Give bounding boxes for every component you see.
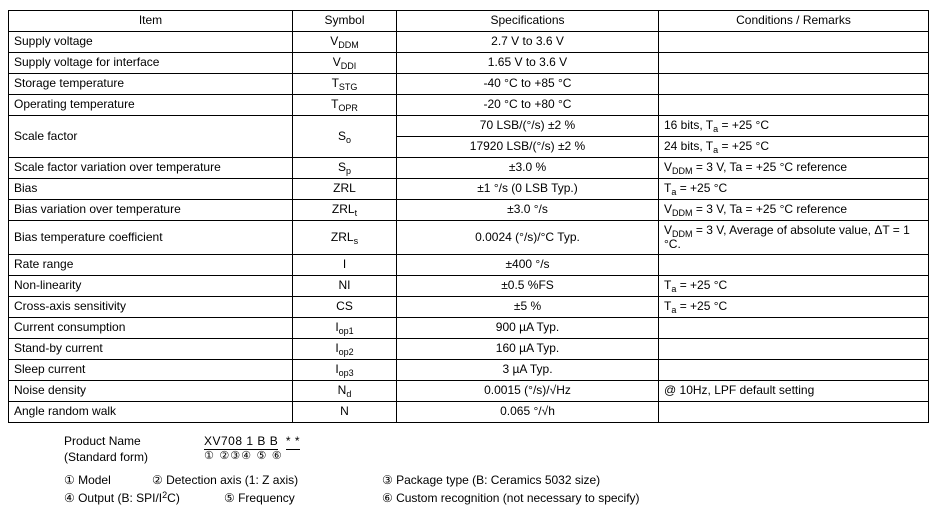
cell-spec: 0.0015 (°/s)/√Hz	[397, 381, 659, 402]
cond-subscript: DDM	[672, 208, 693, 219]
legend-item-package-type: ③ Package type (B: Ceramics 5032 size)	[382, 473, 601, 488]
symbol-base: ZRL	[331, 202, 355, 217]
symbol-base: I	[335, 341, 339, 356]
table-row	[9, 32, 929, 53]
cell-cond	[659, 179, 929, 200]
legend-item-output: ④ Output (B: SPI/$I^2C$)	[64, 490, 180, 506]
cell-spec: ±400 °/s	[397, 255, 659, 276]
table-header-row	[9, 11, 929, 32]
table-row	[9, 276, 929, 297]
cell-symbol	[293, 339, 397, 360]
table-row	[9, 74, 929, 95]
symbol-subscript: p	[346, 166, 352, 177]
cond-subscript: a	[713, 124, 719, 135]
cell-item: Scale factor	[9, 116, 293, 158]
cell-item: Current consumption	[9, 318, 293, 339]
cond-subscript: DDM	[672, 228, 693, 239]
cell-item: Bias variation over temperature	[9, 200, 293, 221]
table-row	[9, 221, 929, 255]
symbol-subscript: d	[346, 389, 352, 400]
cond-pre: 16 bits, T	[664, 118, 714, 133]
symbol-subscript: op3	[338, 368, 354, 379]
cell-symbol	[293, 53, 397, 74]
cell-symbol	[293, 200, 397, 221]
cell-spec: 17920 LSB/(°/s) ±2 %	[397, 137, 659, 158]
table-row	[9, 318, 929, 339]
cell-spec: -40 °C to +85 °C	[397, 74, 659, 95]
legend-row	[64, 471, 928, 489]
cell-symbol	[293, 381, 397, 402]
symbol-subscript: t	[354, 208, 358, 219]
column-header-item: Item	[9, 11, 293, 32]
table-row	[9, 53, 929, 74]
cond-subscript: DDM	[672, 166, 693, 177]
cond-subscript: a	[671, 187, 677, 198]
table-row	[9, 339, 929, 360]
product-code-extra: * *	[285, 434, 301, 448]
cell-symbol	[293, 360, 397, 381]
symbol-subscript: STG	[338, 82, 358, 93]
cell-item: Storage temperature	[9, 74, 293, 95]
cond-subscript: a	[713, 145, 719, 156]
symbol-subscript: DDM	[338, 40, 359, 51]
symbol-base: N	[340, 404, 349, 419]
cell-symbol	[293, 158, 397, 179]
cond-pre: T	[664, 299, 672, 314]
table-row	[9, 402, 929, 423]
column-header-symbol: Symbol	[293, 11, 397, 32]
cond-post: = +25 °C	[718, 118, 769, 133]
cell-spec: 3 µA Typ.	[397, 360, 659, 381]
symbol-base: ZRL	[330, 229, 354, 244]
product-code	[204, 433, 300, 449]
cond-post: = 3 V, Ta = +25 °C reference	[692, 202, 848, 217]
cell-spec: ±0.5 %FS	[397, 276, 659, 297]
symbol-base: S	[337, 128, 346, 143]
cell-item: Supply voltage for interface	[9, 53, 293, 74]
cell-spec: 900 µA Typ.	[397, 318, 659, 339]
cell-symbol	[293, 32, 397, 53]
symbol-base: I	[335, 362, 339, 377]
symbol-base: I	[335, 320, 339, 335]
legend-item-model: ① Model	[64, 473, 111, 488]
cell-item: Stand-by current	[9, 339, 293, 360]
table-row	[9, 95, 929, 116]
cell-spec: 0.0024 (°/s)/°C Typ.	[397, 221, 659, 255]
symbol-base: T	[331, 76, 339, 91]
symbol-base: T	[331, 97, 339, 112]
cell-cond	[659, 158, 929, 179]
cell-symbol	[293, 221, 397, 255]
legend-item-custom-recognition: ⑥ Custom recognition (not necessary to specify)	[382, 491, 640, 506]
legend-row	[64, 489, 928, 507]
cell-cond	[659, 116, 929, 137]
cell-spec: ±1 °/s (0 LSB Typ.)	[397, 179, 659, 200]
symbol-subscript: op2	[338, 347, 354, 358]
cell-spec: 2.7 V to 3.6 V	[397, 32, 659, 53]
cell-cond	[659, 74, 929, 95]
cond-pre: V	[664, 160, 673, 175]
cell-spec: 70 LSB/(°/s) ±2 %	[397, 116, 659, 137]
cond-subscript: a	[671, 284, 677, 295]
cell-cond	[659, 318, 929, 339]
table-row	[9, 381, 929, 402]
cell-item: Angle random walk	[9, 402, 293, 423]
cell-cond	[659, 402, 929, 423]
table-header	[9, 11, 929, 32]
table-row	[9, 158, 929, 179]
legend-item-detection-axis: ② Detection axis (1: Z axis)	[152, 473, 299, 488]
cell-symbol	[293, 297, 397, 318]
cell-cond	[659, 297, 929, 318]
product-code-underlined: XV708 1 B B	[204, 434, 279, 448]
cell-spec: -20 °C to +80 °C	[397, 95, 659, 116]
symbol-base: CS	[336, 299, 353, 314]
table-row	[9, 179, 929, 200]
cond-subscript: a	[671, 305, 677, 316]
cell-symbol	[293, 276, 397, 297]
cell-symbol	[293, 179, 397, 200]
product-form-label: (Standard form)	[64, 450, 149, 465]
cell-item: Supply voltage	[9, 32, 293, 53]
cell-cond	[659, 53, 929, 74]
cell-item: Bias	[9, 179, 293, 200]
symbol-base: V	[330, 34, 339, 49]
cell-item: Operating temperature	[9, 95, 293, 116]
table-row	[9, 297, 929, 318]
table-row	[9, 255, 929, 276]
cell-cond	[659, 339, 929, 360]
cond-pre: 24 bits, T	[664, 139, 714, 154]
cell-cond	[659, 137, 929, 158]
symbol-subscript: s	[353, 235, 359, 246]
cell-item: Noise density	[9, 381, 293, 402]
cond-post: = 3 V, Ta = +25 °C reference	[692, 160, 848, 175]
symbol-subscript: o	[346, 134, 352, 145]
symbol-subscript: OPR	[338, 103, 358, 114]
cond-post: = +25 °C	[676, 299, 728, 314]
symbol-base: N	[337, 383, 347, 398]
cell-item: Rate range	[9, 255, 293, 276]
cell-spec: 1.65 V to 3.6 V	[397, 53, 659, 74]
table-row	[9, 200, 929, 221]
cell-spec: 160 µA Typ.	[397, 339, 659, 360]
symbol-subscript: DDI	[340, 61, 357, 72]
table-row	[9, 116, 929, 137]
product-name-line	[64, 433, 928, 449]
cell-spec: 0.065 °/√h	[397, 402, 659, 423]
column-header-conditions: Conditions / Remarks	[659, 11, 929, 32]
cond-post: = +25 °C	[718, 139, 769, 154]
table-body	[9, 32, 929, 423]
cell-symbol	[293, 95, 397, 116]
cell-item: Non-linearity	[9, 276, 293, 297]
cell-cond	[659, 95, 929, 116]
product-form-line	[64, 449, 928, 465]
legend-item-frequency: ⑤ Frequency	[224, 491, 295, 506]
table-row	[9, 360, 929, 381]
symbol-base: S	[337, 160, 346, 175]
cell-symbol	[293, 255, 397, 276]
cell-symbol	[293, 74, 397, 95]
cond-post: = 3 V, Average of absolute value, ΔT = 1 °C.	[664, 222, 910, 251]
cell-spec: ±5 %	[397, 297, 659, 318]
symbol-base: I	[342, 257, 347, 272]
column-header-specifications: Specifications	[397, 11, 659, 32]
cond-pre: V	[664, 222, 673, 237]
cell-symbol	[293, 402, 397, 423]
cell-cond	[659, 276, 929, 297]
cell-cond	[659, 221, 929, 255]
cell-cond	[659, 32, 929, 53]
spec-sheet	[8, 10, 928, 507]
cell-spec: ±3.0 %	[397, 158, 659, 179]
product-name-label: Product Name	[64, 434, 141, 448]
cell-item: Bias temperature coefficient	[9, 221, 293, 255]
symbol-base: V	[332, 55, 341, 70]
cell-cond: @ 10Hz, LPF default setting	[659, 381, 929, 402]
cell-cond	[659, 255, 929, 276]
symbol-base: NI	[338, 278, 351, 293]
cond-pre: V	[664, 202, 673, 217]
cell-spec: ±3.0 °/s	[397, 200, 659, 221]
cell-item: Sleep current	[9, 360, 293, 381]
cell-symbol	[293, 116, 397, 158]
symbol-base: ZRL	[333, 181, 356, 196]
cell-cond	[659, 200, 929, 221]
specifications-table	[8, 10, 929, 423]
cond-pre: T	[664, 278, 672, 293]
product-code-legend	[64, 471, 928, 507]
product-name-block	[64, 433, 928, 465]
cell-cond	[659, 360, 929, 381]
product-code-markers: ① ②③④ ⑤ ⑥	[204, 449, 283, 463]
cond-pre: T	[664, 181, 672, 196]
cell-item: Cross-axis sensitivity	[9, 297, 293, 318]
cond-post: = +25 °C	[676, 278, 728, 293]
cond-post: = +25 °C	[676, 181, 728, 196]
cell-item: Scale factor variation over temperature	[9, 158, 293, 179]
cell-symbol	[293, 318, 397, 339]
symbol-subscript: op1	[338, 326, 354, 337]
